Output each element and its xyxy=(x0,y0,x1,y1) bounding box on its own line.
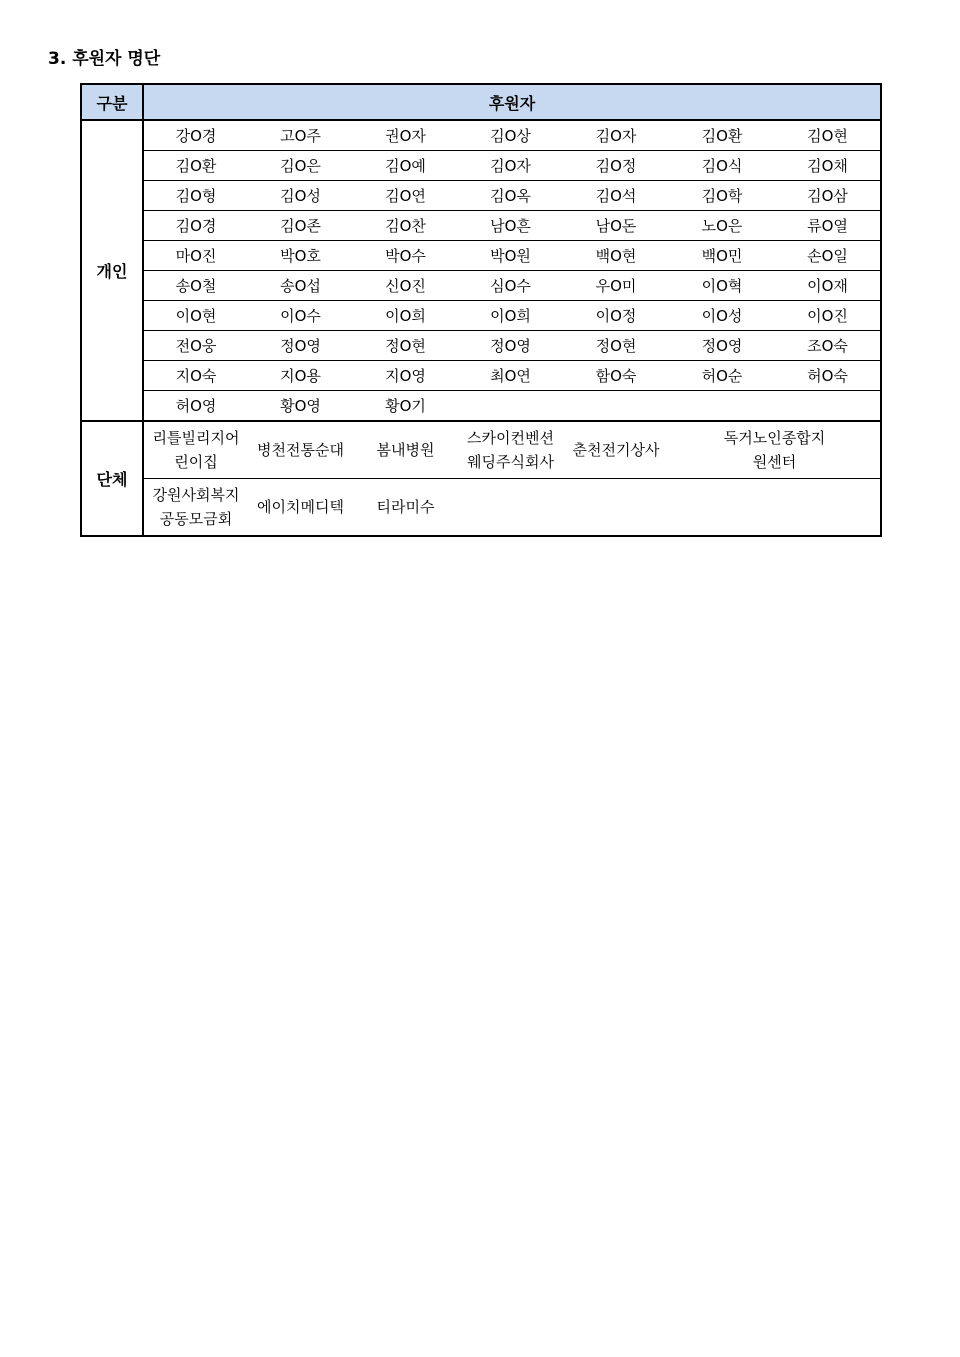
individual-sponsor-cell: 김O자 xyxy=(458,151,563,181)
group-sponsor-cell xyxy=(248,479,353,537)
individual-sponsor-cell: 김O경 xyxy=(143,211,248,241)
individual-sponsor-cell: 정O현 xyxy=(353,331,458,361)
group-sponsor-cell xyxy=(353,421,458,479)
individual-sponsor-cell: 남O흔 xyxy=(458,211,563,241)
individual-sponsor-cell: 김O환 xyxy=(143,151,248,181)
individual-sponsor-cell: 전O웅 xyxy=(143,331,248,361)
individual-sponsor-cell: 김O자 xyxy=(563,120,669,151)
individual-sponsor-cell xyxy=(775,391,881,422)
individual-section xyxy=(81,120,881,421)
individual-sponsor-cell: 이O정 xyxy=(563,301,669,331)
individual-sponsor-cell: 조O숙 xyxy=(775,331,881,361)
individual-sponsor-cell: 이O재 xyxy=(775,271,881,301)
individual-sponsor-cell: 정O영 xyxy=(458,331,563,361)
individual-sponsor-cell: 허O숙 xyxy=(775,361,881,391)
individual-sponsor-cell: 마O진 xyxy=(143,241,248,271)
individual-sponsor-cell: 이O희 xyxy=(353,301,458,331)
individual-sponsor-cell: 김O옥 xyxy=(458,181,563,211)
individual-sponsor-cell: 김O학 xyxy=(669,181,775,211)
individual-row xyxy=(81,211,881,241)
group-sponsor-name-line: 티라미수 xyxy=(376,498,435,516)
individual-sponsor-cell xyxy=(669,391,775,422)
individual-sponsor-cell: 황O영 xyxy=(280,397,321,415)
individual-sponsor-cell: 김O석 xyxy=(563,181,669,211)
individual-sponsor-cell: 김O현 xyxy=(775,120,881,151)
individual-row xyxy=(81,331,881,361)
sponsor-table xyxy=(80,83,882,537)
group-sponsor-name-line: 에이치메디텍 xyxy=(257,498,344,516)
group-sponsor-cell xyxy=(458,421,563,479)
individual-sponsor-cell: 김O찬 xyxy=(353,211,458,241)
individual-sponsor-cell: 남O돈 xyxy=(563,211,669,241)
individual-sponsor-cell: 지O용 xyxy=(248,361,353,391)
group-sponsor-cell xyxy=(563,421,669,479)
individual-sponsor-cell: 지O숙 xyxy=(143,361,248,391)
individual-sponsor-cell: 김O삼 xyxy=(775,181,881,211)
individual-sponsor-cell: 박O호 xyxy=(248,241,353,271)
group-sponsor-cell xyxy=(669,479,881,537)
group-section xyxy=(81,421,881,536)
header-sponsors: 후원자 xyxy=(143,84,881,120)
individual-sponsor-cell: 이O성 xyxy=(669,301,775,331)
group-sponsor-name-line: 웨딩주식회사 xyxy=(467,453,554,471)
individual-sponsor-cell: 신O진 xyxy=(353,271,458,301)
group-sponsor-cell xyxy=(143,479,248,537)
section-title: 3. 후원자 명단 xyxy=(48,49,161,69)
group-sponsor-name-line: 독거노인종합지 xyxy=(723,429,826,447)
individual-sponsor-cell: 권O자 xyxy=(353,120,458,151)
individual-sponsor-cell: 송O철 xyxy=(143,271,248,301)
individual-row xyxy=(81,181,881,211)
group-row xyxy=(81,421,881,479)
individual-sponsor-cell: 이O혁 xyxy=(669,271,775,301)
individual-sponsor-cell: 백O민 xyxy=(669,241,775,271)
individual-row xyxy=(81,271,881,301)
individual-sponsor-cell: 함O숙 xyxy=(563,361,669,391)
individual-sponsor-cell: 정O영 xyxy=(669,331,775,361)
individual-sponsor-cell: 김O정 xyxy=(563,151,669,181)
individual-sponsor-cell: 김O채 xyxy=(775,151,881,181)
group-sponsor-name-line: 공동모금회 xyxy=(159,510,233,528)
individual-sponsor-cell: 우O미 xyxy=(563,271,669,301)
individual-sponsor-cell: 백O현 xyxy=(563,241,669,271)
individual-sponsor-cell: 최O연 xyxy=(458,361,563,391)
category-group: 단체 xyxy=(81,421,143,536)
individual-sponsor-cell: 류O열 xyxy=(775,211,881,241)
individual-sponsor-cell xyxy=(458,391,563,422)
individual-sponsor-cell: 김O식 xyxy=(669,151,775,181)
individual-row xyxy=(81,391,881,422)
individual-sponsor-cell: 허O순 xyxy=(669,361,775,391)
individual-sponsor-cell: 김O상 xyxy=(458,120,563,151)
individual-sponsor-cell: 박O원 xyxy=(458,241,563,271)
group-sponsor-cell xyxy=(248,421,353,479)
group-sponsor-name-line: 춘천전기상사 xyxy=(572,441,660,459)
group-sponsor-cell xyxy=(458,479,563,537)
individual-sponsor-cell: 이O희 xyxy=(458,301,563,331)
individual-sponsor-cell: 강O경 xyxy=(143,120,248,151)
individual-sponsor-cell: 허O영 xyxy=(175,397,217,415)
individual-sponsor-cell: 황O기 xyxy=(385,397,426,415)
individual-sponsor-cell: 김O연 xyxy=(353,181,458,211)
individual-row xyxy=(81,361,881,391)
individual-sponsor-cell: 이O현 xyxy=(143,301,248,331)
group-sponsor-cell xyxy=(669,421,881,479)
individual-sponsor-cell xyxy=(563,391,669,422)
table-header-row xyxy=(81,84,881,120)
individual-sponsor-cell: 심O수 xyxy=(458,271,563,301)
group-sponsor-cell xyxy=(353,479,458,537)
group-sponsor-name-line: 병천전통순대 xyxy=(257,441,344,459)
individual-sponsor-cell: 김O은 xyxy=(248,151,353,181)
individual-sponsor-cell: 송O섭 xyxy=(248,271,353,301)
individual-sponsor-cell: 이O진 xyxy=(775,301,881,331)
group-sponsor-name-line: 린이집 xyxy=(174,453,218,471)
group-row xyxy=(81,479,881,537)
individual-sponsor-cell: 지O영 xyxy=(353,361,458,391)
individual-row xyxy=(81,120,881,151)
individual-sponsor-cell: 김O예 xyxy=(353,151,458,181)
group-sponsor-name-line: 봄내병원 xyxy=(376,441,435,459)
individual-row xyxy=(81,151,881,181)
individual-row xyxy=(81,301,881,331)
header-category: 구분 xyxy=(81,84,143,120)
individual-sponsor-cell: 정O영 xyxy=(248,331,353,361)
individual-sponsor-cell: 노O은 xyxy=(669,211,775,241)
individual-sponsor-cell: 고O주 xyxy=(248,120,353,151)
individual-sponsor-cell: 정O현 xyxy=(563,331,669,361)
group-sponsor-name-line: 리틀빌리지어 xyxy=(152,429,240,447)
group-sponsor-name-line: 스카이컨벤션 xyxy=(467,429,554,447)
group-sponsor-name-line: 원센터 xyxy=(752,453,797,471)
individual-sponsor-cell: 박O수 xyxy=(353,241,458,271)
category-individual: 개인 xyxy=(81,120,143,421)
group-sponsor-name-line: 강원사회복지 xyxy=(152,486,240,504)
individual-sponsor-cell: 김O형 xyxy=(143,181,248,211)
individual-sponsor-cell: 김O환 xyxy=(669,120,775,151)
individual-sponsor-cell: 손O일 xyxy=(775,241,881,271)
group-sponsor-cell xyxy=(563,479,669,537)
individual-sponsor-cell: 이O수 xyxy=(248,301,353,331)
individual-row xyxy=(81,241,881,271)
individual-sponsor-cell: 김O존 xyxy=(248,211,353,241)
group-sponsor-cell xyxy=(143,421,248,479)
individual-sponsor-cell: 김O성 xyxy=(248,181,353,211)
